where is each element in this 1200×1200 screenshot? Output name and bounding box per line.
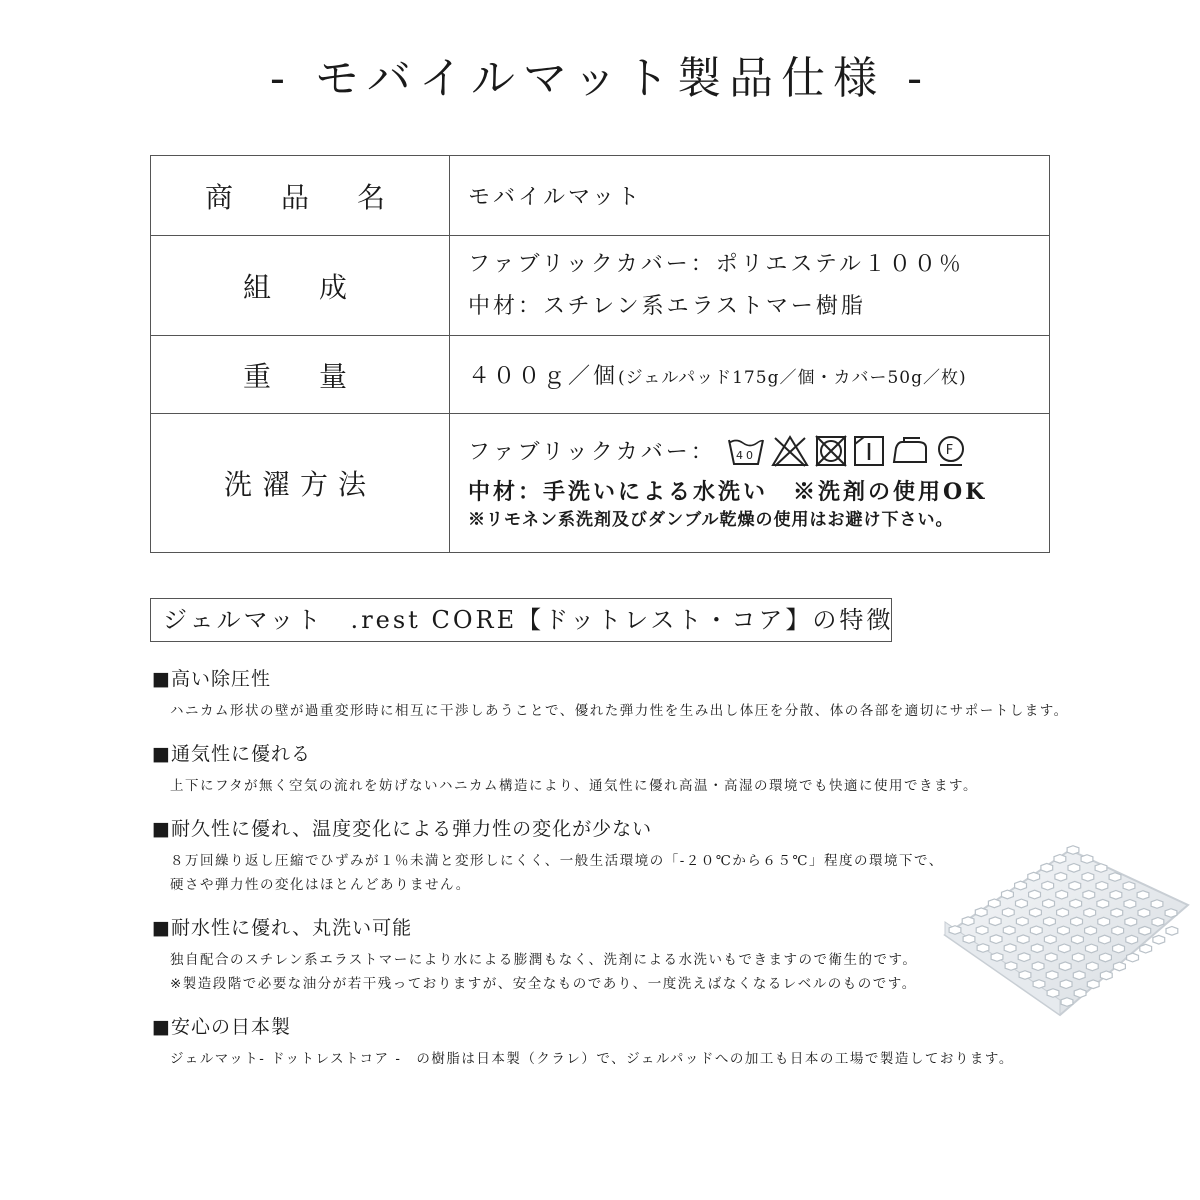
wash-cover-line [468,434,1049,468]
honeycomb-cell [1002,908,1014,917]
dry-clean-f-icon [934,434,968,468]
spec-name-label: 商 品 名 [151,156,450,236]
honeycomb-cell [1059,962,1071,971]
honeycomb-cell [1072,953,1084,962]
honeycomb-cell [1095,864,1107,873]
honeycomb-cell [1139,926,1151,935]
honeycomb-cell [1087,980,1099,989]
composition-cover: ファブリックカバー：ポリエステル１００％ [468,251,964,277]
honeycomb-cell [1028,872,1040,881]
feature-desc [170,699,1069,723]
honeycomb-cell [1127,953,1139,962]
honeycomb-cell [1165,909,1177,918]
features-list [152,664,1069,1087]
spec-table [150,155,1050,553]
honeycomb-cell [1017,935,1029,944]
feature-pressure [152,664,1069,723]
dry-clean-letter: F [945,442,957,458]
feature-title: ■通気性に優れる [152,743,311,765]
feature-durability [152,814,1052,897]
honeycomb-cell [1058,926,1070,935]
honeycomb-cell [1111,908,1123,917]
honeycomb-cell [1124,900,1136,909]
honeycomb-cell [963,935,975,944]
honeycomb-cell [1123,882,1135,891]
feature-desc [170,1047,1052,1071]
honeycomb-cell [1018,953,1030,962]
honeycomb-cell [1002,890,1014,899]
honeycomb-cell [1084,908,1096,917]
honeycomb-cell [1030,908,1042,917]
honeycomb-cell [1015,881,1027,890]
honeycomb-cell [1056,890,1068,899]
honeycomb-cell [1082,873,1094,882]
feature-desc [170,774,1052,798]
honeycomb-cell [976,926,988,935]
wash-note: ※リモネン系洗剤及びダンブル乾燥の使用はお避け下さい。 [468,509,954,530]
honeycomb-cell [1068,864,1080,873]
spec-row-wash [151,414,1050,553]
honeycomb-cell [1054,855,1066,864]
honeycomb-cell [1125,917,1137,926]
spec-row-composition [151,236,1050,336]
honeycomb-cell [1126,935,1138,944]
honeycomb-cell [1097,899,1109,908]
honeycomb-cell [990,935,1002,944]
features-header: ジェルマット .rest CORE【ドットレスト・コア】の特徴 [150,598,892,642]
honeycomb-cell [1004,944,1016,953]
honeycomb-cell [1085,926,1097,935]
feature-breathability [152,739,1052,798]
feature-desc-line: 上下にフタが無く空気の流れを妨げないハニカム構造により、通気性に優れ高温・高湿の環境でも快適に使用できます。 [170,778,978,794]
honeycomb-cell [1047,989,1059,998]
honeycomb-cell [977,944,989,953]
honeycomb-cell [1045,953,1057,962]
honeycomb-cell [1044,917,1056,926]
honeycomb-cell [1098,917,1110,926]
honeycomb-cell [1086,944,1098,953]
spec-composition-value [450,236,1050,336]
honeycomb-cell [1041,863,1053,872]
spec-name-value: モバイルマット [450,156,1050,236]
honeycomb-cell [1140,944,1152,953]
honeycomb-cell [1083,890,1095,899]
honeycomb-cell [1060,980,1072,989]
honeycomb-cell [1046,971,1058,980]
spec-wash-label: 洗濯方法 [151,414,450,553]
honeycomb-cell [1153,935,1165,944]
honeycomb-cell [1086,962,1098,971]
honeycomb-cell [1071,917,1083,926]
spec-composition-label: 組 成 [151,236,450,336]
honeycomb-cell [1032,962,1044,971]
honeycomb-cell [989,917,1001,926]
honeycomb-cell [1100,953,1112,962]
spec-wash-value [450,414,1050,553]
honeycomb-cell [962,917,974,926]
honeycomb-cell [1072,935,1084,944]
honeycomb-cell [1058,944,1070,953]
honeycomb-cell [1099,935,1111,944]
honeycomb-gel-pad-image [940,830,1190,1020]
spec-row-weight [151,336,1050,414]
honeycomb-cell [1109,873,1121,882]
spec-row-name [151,156,1050,236]
honeycomb-cell [1005,962,1017,971]
honeycomb-cell [975,908,987,917]
feature-desc-line: ジェルマット- ドットレストコア - の樹脂は日本製（クラレ）で、ジェルパッドへの加工も日本の工場で製造しております。 [170,1051,1014,1067]
honeycomb-cell [1044,935,1056,944]
wash-core: 中材：手洗いによる水洗い ※洗剤の使用OK [468,478,988,505]
feature-title: ■耐久性に優れ、温度変化による弾力性の変化が少ない [152,818,653,840]
honeycomb-cell [1110,891,1122,900]
wash-temp-text: 40 [735,448,756,462]
honeycomb-cell [1100,971,1112,980]
honeycomb-cell [949,926,961,935]
honeycomb-cell [1003,926,1015,935]
no-bleach-icon [770,434,810,468]
wash-tub-40-icon [726,434,766,468]
feature-title: ■高い除圧性 [152,668,271,690]
feature-desc-line: ８万回繰り返し圧縮でひずみが１％未満と変形しにくく、一般生活環境の「-２０℃から６５℃」程度の環境下で、 [170,853,944,869]
honeycomb-cell [1042,881,1054,890]
composition-core: 中材：スチレン系エラストマー樹脂 [468,293,866,319]
weight-detail: (ジェルパッド175g／個・カバー50g／枚) [618,368,967,388]
spec-weight-label: 重 量 [151,336,450,414]
page-title: - モバイルマット製品仕様 - [270,53,930,104]
feature-desc [170,849,1052,897]
feature-made-in-japan [152,1012,1052,1071]
honeycomb-cell [1033,980,1045,989]
honeycomb-cell [988,899,1000,908]
honeycomb-cell [1151,900,1163,909]
honeycomb-cell [1019,971,1031,980]
honeycomb-cell [1137,891,1149,900]
feature-title: ■耐水性に優れ、丸洗い可能 [152,917,413,939]
honeycomb-cell [1055,872,1067,881]
honeycomb-cell [1043,899,1055,908]
care-icons [726,434,968,468]
feature-desc-line: ハニカム形状の壁が過重変形時に相互に干渉しあうことで、優れた弾力性を生み出し体圧を分散、体の各部を適切にサポートします。 [170,703,1069,719]
wash-cover-label: ファブリックカバー： [468,440,716,466]
honeycomb-cell [1070,899,1082,908]
feature-desc-line: 独自配合のスチレン系エラストマーにより水による膨潤もなく、洗剤による水洗いもできますので衛生的です。 [170,952,918,968]
honeycomb-cell [1074,989,1086,998]
line-dry-icon [852,434,886,468]
honeycomb-cell [1112,926,1124,935]
honeycomb-cell [1067,846,1079,855]
honeycomb-cell [1057,908,1069,917]
honeycomb-cell [1029,890,1041,899]
iron-low-icon [890,434,930,468]
honeycomb-cell [1081,855,1093,864]
honeycomb-cell [1031,944,1043,953]
honeycomb-cell [1030,926,1042,935]
honeycomb-cell [1166,927,1178,936]
spec-weight-value [450,336,1050,414]
weight-main: ４００ｇ／個 [468,364,619,389]
honeycomb-cell [1096,882,1108,891]
honeycomb-cell [991,953,1003,962]
no-tumble-dry-icon [814,434,848,468]
honeycomb-cell [1152,918,1164,927]
honeycomb-cell [1016,899,1028,908]
honeycomb-cell [1016,917,1028,926]
honeycomb-cell [1138,909,1150,918]
feature-waterproof [152,913,1052,996]
honeycomb-cell [1114,962,1126,971]
honeycomb-cell [1073,971,1085,980]
honeycomb-cell [1061,998,1073,1007]
feature-desc-line: ※製造段階で必要な油分が若干残っておりますが、安全なものであり、一度洗えばなくなるレベルのものです。 [170,976,917,992]
feature-title: ■安心の日本製 [152,1016,291,1038]
feature-desc [170,948,1052,996]
feature-desc-line: 硬さや弾力性の変化はほとんどありません。 [170,877,471,893]
honeycomb-cell [1113,944,1125,953]
honeycomb-cell [1069,881,1081,890]
